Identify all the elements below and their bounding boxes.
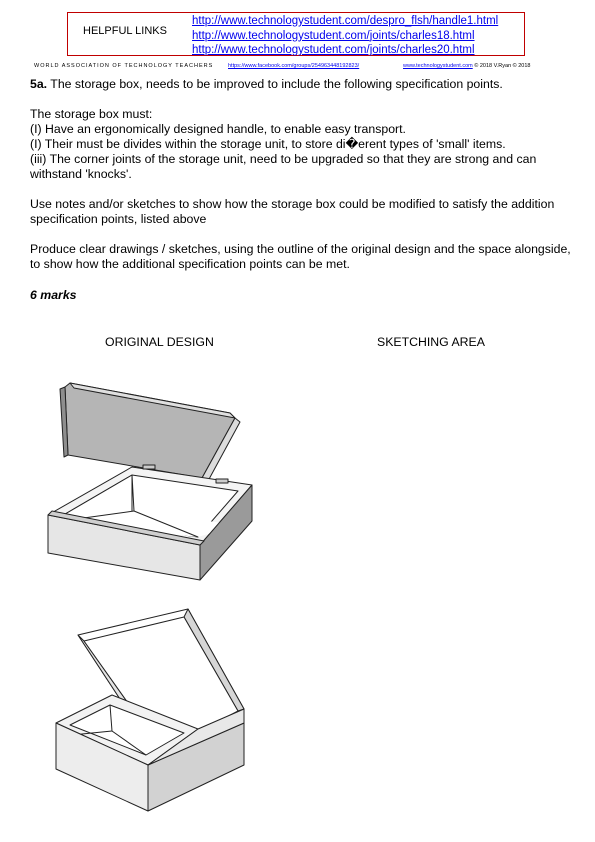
storage-box-drawing-hinged [48, 605, 248, 825]
question-intro: The storage box, needs to be improved to include the following specification points. [47, 77, 503, 91]
helpful-links-list [192, 14, 498, 58]
association-name: WORLD ASSOCIATION OF TECHNOLOGY TEACHERS [34, 63, 214, 69]
link-joints-charles18[interactable]: http://www.technologystudent.com/joints/charles18.html [192, 29, 475, 42]
question-number: 5a. [30, 77, 48, 91]
copyright: © 2018 V.Ryan © 2018 [474, 63, 531, 69]
link-joints-charles20[interactable]: http://www.technologystudent.com/joints/charles20.html [192, 44, 475, 56]
sketching-area-label: SKETCHING AREA [377, 335, 485, 349]
produce-instruction: Produce clear drawings / sketches, using the outline of the original design and the space alongside, to show how the additional specification points can be met. [30, 242, 571, 271]
notes-instruction: Use notes and/or sketches to show how the storage box could be modified to satisfy the addition specification points, listed above [30, 197, 555, 226]
spec-point-handle: (I) Have an ergonomically designed handle, to enable easy transport. [30, 122, 406, 136]
facebook-link[interactable]: https://www.facebook.com/groups/254963448192823/ [228, 63, 360, 69]
original-design-label: ORIGINAL DESIGN [105, 335, 214, 349]
site-link[interactable]: www.technologystudent.com [403, 63, 473, 69]
spec-point-divides: (I) Their must be divides within the storage unit, to store di�erent types of 'small' items. [30, 137, 506, 151]
question-block [30, 77, 580, 303]
link-handle[interactable]: http://www.technologystudent.com/despro_flsh/handle1.html [192, 15, 499, 27]
marks-label: 6 marks [30, 288, 77, 302]
helpful-links-title: HELPFUL LINKS [83, 25, 167, 37]
spec-heading: The storage box must: [30, 107, 153, 121]
storage-box-drawing-open [40, 375, 270, 585]
spec-point-joints: (iii) The corner joints of the storage unit, need to be upgraded so that they are strong and can withstand 'knocks'. [30, 152, 537, 181]
